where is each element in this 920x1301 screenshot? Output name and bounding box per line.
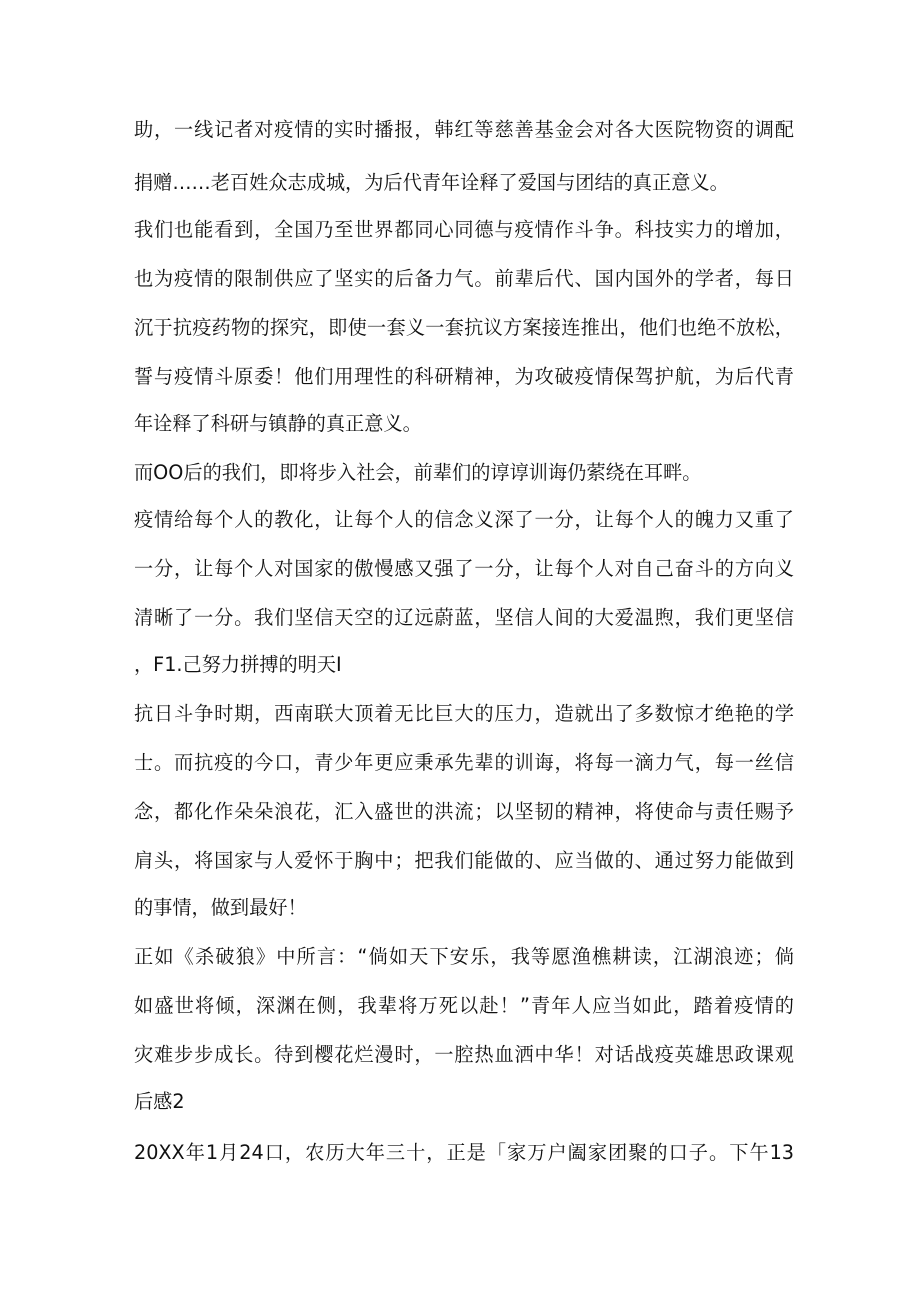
text-line: ，F1.己努力拼搏的明天I <box>134 653 342 676</box>
text-line: 年诠释了科研与镇静的真正意义。 <box>134 412 422 435</box>
text-line: 助，一线记者对疫情的实时播报，韩红等慈善基金会对各大医院物资的调配 <box>134 118 794 141</box>
text-line: 灾难步步成长。待到樱花烂漫时，一腔热血洒中华！对话战疫英雄思政课观 <box>134 1043 794 1066</box>
text-line: 后感2 <box>134 1090 185 1113</box>
text-line: 念，都化作朵朵浪花，汇入盛世的洪流；以坚韧的精神，将使命与责任赐予 <box>134 800 794 823</box>
text-line: 也为疫情的限制供应了坚实的后备力气。前辈后代、国内国外的学者，每日 <box>134 267 794 290</box>
text-line: 20XX年1月24口，农历大年三十，正是「家万户阖家团聚的口子。下午13 <box>134 1141 794 1164</box>
text-line: 清晰了一分。我们坚信天空的辽远蔚蓝，坚信人间的大爱温煦，我们更坚信 <box>134 606 794 629</box>
text-line: 捐赠……老百姓众志成城，为后代青年诠释了爱国与团结的真正意义。 <box>134 171 729 194</box>
text-line: 的事情，做到最好！ <box>134 896 307 919</box>
text-line: 疫情给每个人的教化，让每个人的信念义深了一分，让每个人的魄力又重了 <box>134 508 794 531</box>
text-line: 沉于抗疫药物的探究，即使一套义一套抗议方案接连推出，他们也绝不放松， <box>134 316 794 339</box>
text-line: 士。而抗疫的今口，青少年更应秉承先辈的训诲，将每一滴力气，每一丝信 <box>134 751 794 774</box>
text-line: 我们也能看到，全国乃至世界都同心同德与疫情作斗争。科技实力的增加， <box>134 218 794 241</box>
text-line: 肩头，将国家与人爱怀于胸中；把我们能做的、应当做的、通过努力能做到 <box>134 849 794 872</box>
text-line: 一分，让每个人对国家的傲慢感又强了一分，让每个人对自己奋斗的方向义 <box>134 557 794 580</box>
text-line: 誓与疫情斗原委！他们用理性的科研精神，为攻破疫情保驾护航，为后代青 <box>134 365 794 388</box>
text-line: 而OO后的我们，即将步入社会，前辈们的谆谆训诲仍萦绕在耳畔。 <box>134 461 702 484</box>
text-line: 抗日斗争时期，西南联大顶着无比巨大的压力，造就出了多数惊才绝艳的学 <box>134 702 794 725</box>
text-line: 如盛世将倾，深渊在侧，我辈将万死以赴！”青年人应当如此，踏着疫情的 <box>134 994 794 1017</box>
text-line: 正如《杀破狼》中所言：“倘如天下安乐，我等愿渔樵耕读，江湖浪迹；倘 <box>134 945 794 968</box>
